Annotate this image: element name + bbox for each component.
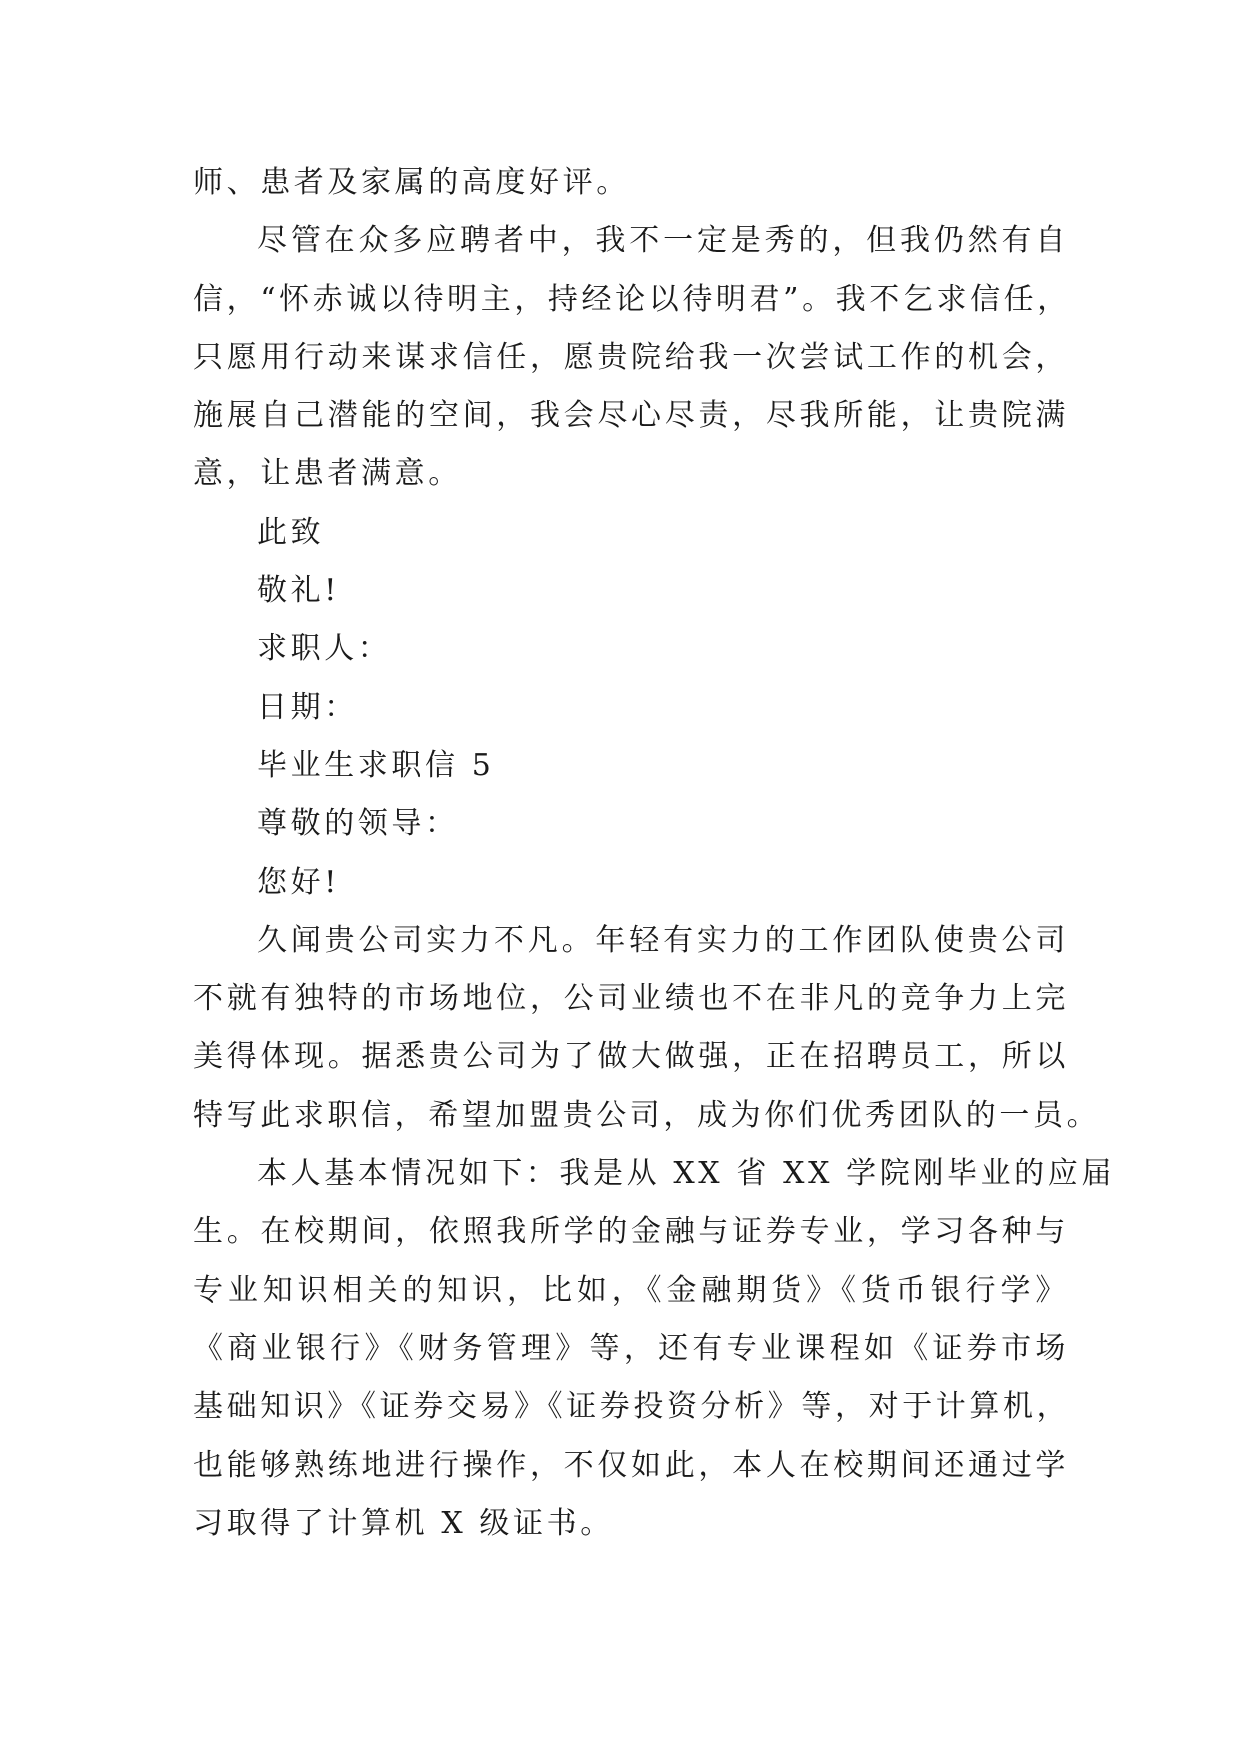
letter-salutation: 尊敬的领导： [257,806,459,842]
text-line-23: 也能够熟练地进行操作，不仅如此，本人在校期间还通过学 [193,1447,1069,1483]
text-line-20: 专业知识相关的知识，比如，《金融期货》《货币银行学》 [193,1272,1069,1308]
closing-salutation: 此致 [257,514,325,550]
letter-greeting: 您好! [257,864,340,900]
section-heading: 毕业生求职信 5 [257,747,495,783]
text-line-24: 习取得了计算机 X 级证书。 [193,1505,614,1541]
text-line-19: 生。在校期间，依照我所学的金融与证券专业，学习各种与 [193,1214,1069,1250]
text-line-03: 信，“怀赤诚以待明主，持经论以待明君”。我不乞求信任， [193,281,1071,317]
text-line-15: 不就有独特的市场地位，公司业绩也不在非凡的竞争力上完 [193,981,1069,1017]
text-line-21: 《商业银行》《财务管理》等，还有专业课程如《证券市场 [193,1330,1069,1366]
text-line-06: 意，让患者满意。 [193,456,462,492]
document-body [193,154,1115,1553]
text-line-01: 师、患者及家属的高度好评。 [193,165,630,200]
applicant-label: 求职人： [257,631,392,667]
text-line-22: 基础知识》《证券交易》《证券投资分析》等，对于计算机， [193,1389,1071,1425]
text-line-02: 尽管在众多应聘者中，我不一定是秀的，但我仍然有自 [257,223,1069,259]
text-line-17: 特写此求职信，希望加盟贵公司，成为你们优秀团队的一员。 [193,1097,1101,1133]
text-line-05: 施展自己潜能的空间，我会尽心尽责，尽我所能，让贵院满 [193,398,1069,434]
text-line-16: 美得体现。据悉贵公司为了做大做强，正在招聘员工，所以 [193,1039,1069,1075]
date-label: 日期： [257,689,358,725]
closing-regards: 敬礼! [257,573,340,609]
text-line-18: 本人基本情况如下：我是从 XX 省 XX 学院刚毕业的应届 [257,1156,1115,1192]
text-line-04: 只愿用行动来谋求信任，愿贵院给我一次尝试工作的机会， [193,339,1069,375]
text-line-14: 久闻贵公司实力不凡。年轻有实力的工作团队使贵公司 [257,922,1069,958]
